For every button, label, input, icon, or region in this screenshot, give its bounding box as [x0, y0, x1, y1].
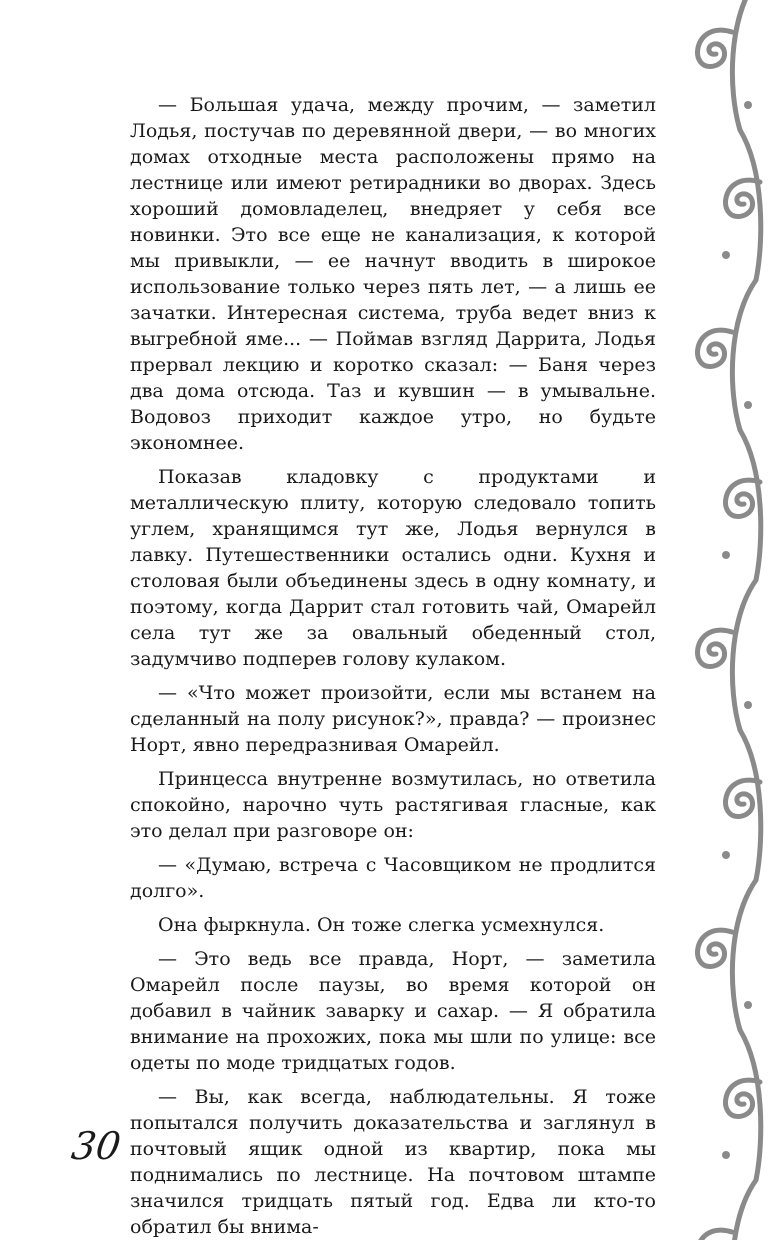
swirl-curl: [698, 30, 732, 66]
swirl-curl: [698, 330, 732, 366]
paragraph-2: Показав кладовку с продуктами и металлическую плиту, которую следовало топить углем, хранящимся тут же, Лодья вернулся в лавку. Путешественники остались одни. Кухня и столовая были объединены здесь в одну комнату, и поэтому, когда Даррит стал готовить чай, Омарейл села тут же за овальный обеденный стол, задумчиво подперев голову кулаком.: [130, 466, 656, 670]
paragraph-3: — «Что может произойти, если мы встанем на сделанный на полу рисунок?», правда? — произнес Норт, явно передразнивая Омарейл.: [130, 682, 656, 756]
swirl-dot: [744, 401, 752, 409]
swirl-curl: [698, 1230, 732, 1240]
paragraph-6: Она фыркнула. Он тоже слегка усмехнулся.: [158, 914, 605, 936]
swirl-border-icon: [668, 0, 768, 1240]
swirl-dot: [722, 551, 730, 559]
swirl-curl: [698, 930, 732, 966]
swirl-curl: [726, 480, 760, 516]
paragraph-7: — Это ведь все правда, Норт, — заметила Омарейл после паузы, во время которой он добавил в чайник заварку и сахар. — Я обратила внимание на прохожих, пока мы шли по улице: все одеты по моде тридцатых годов.: [130, 948, 656, 1074]
page-text: [130, 92, 656, 1248]
swirl-vine: [732, 880, 756, 1030]
swirl-vine: [732, 0, 756, 130]
swirl-vine: [732, 280, 756, 430]
swirl-dot: [744, 101, 752, 109]
swirl-vine: [732, 1180, 756, 1240]
paragraph-5: — «Думаю, встреча с Часовщиком не продлится долго».: [130, 854, 656, 902]
swirl-dot: [722, 851, 730, 859]
paragraph-8: — Вы, как всегда, наблюдательны. Я тоже попытался получить доказательства и заглянул в почтовый ящик одной из квартир, пока мы поднимались по лестнице. На почтовом штампе значился тридцать пятый год. Едва ли кто-то обратил бы внима-: [130, 1086, 656, 1238]
page-number: 30: [68, 1124, 124, 1168]
swirl-curl: [726, 1080, 760, 1116]
swirl-curl: [726, 180, 760, 216]
swirl-dot: [744, 701, 752, 709]
swirl-curl: [698, 630, 732, 666]
swirl-vine: [732, 580, 756, 730]
paragraph-1: — Большая удача, между прочим, — заметил Лодья, постучав по деревянной двери, — во многих домах отходные места расположены прямо на лестнице или имеют ретирадники во дворах. Здесь хороший домовладелец, внедряет у себя все новинки. Это все еще не канализация, к которой мы привыкли, — ее начнут вводить в широкое использование только через пять лет, — а лишь ее зачатки. Интересная система, труба ведет вниз к выгребной яме... — Поймав взгляд Даррита, Лодья прервал лекцию и коротко сказал: — Баня через два дома отсюда. Таз и кувшин — в умывальне. Водовоз приходит каждое утро, но будьте экономнее.: [130, 94, 656, 454]
swirl-dot: [744, 1001, 752, 1009]
swirl-dot: [722, 1151, 730, 1159]
swirl-curl: [726, 780, 760, 816]
paragraph-4: Принцесса внутренне возмутилась, но ответила спокойно, нарочно чуть растягивая гласные, как это делал при разговоре он:: [130, 768, 656, 842]
swirl-dot: [722, 251, 730, 259]
